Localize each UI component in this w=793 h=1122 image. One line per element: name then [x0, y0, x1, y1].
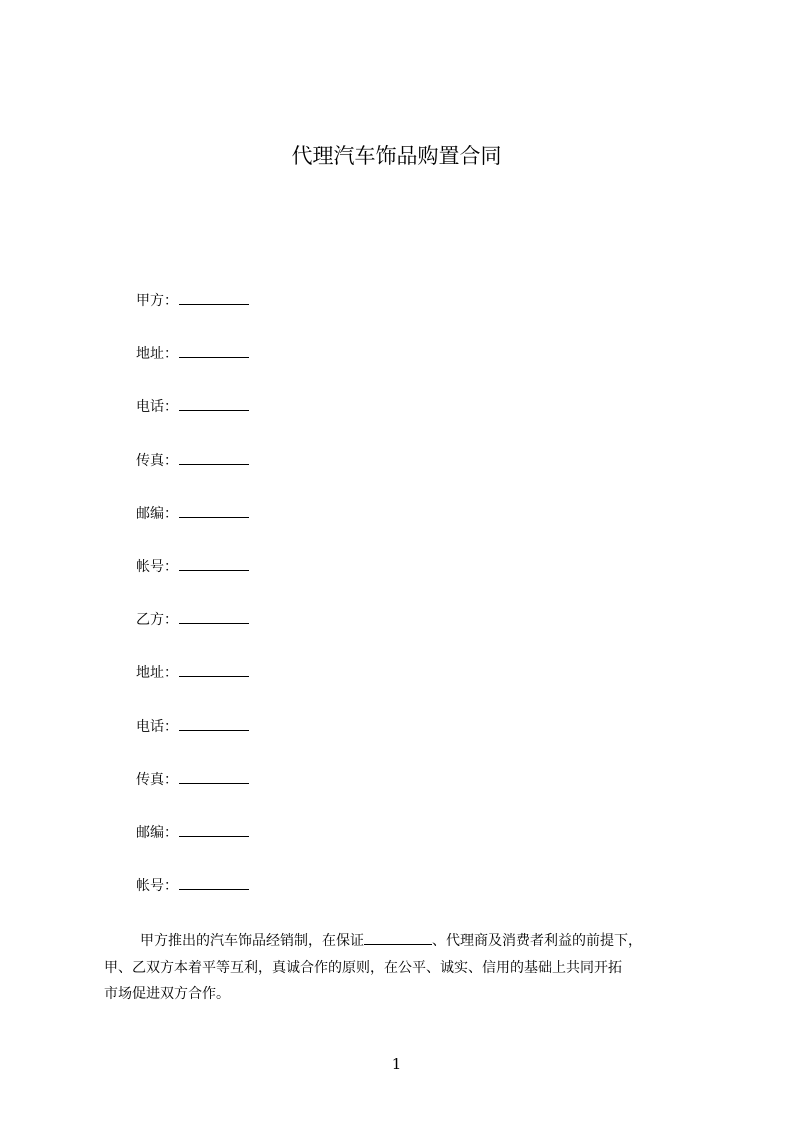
field-party-b	[136, 609, 249, 662]
fill-in-blank	[179, 503, 249, 518]
fill-in-blank	[179, 450, 249, 465]
preamble-line-1	[104, 928, 704, 955]
field-label: 帐号：	[136, 878, 178, 895]
preamble-text: 甲方推出的汽车饰品经销制，在保证	[140, 933, 364, 949]
field-label: 地址：	[136, 346, 178, 363]
field-label: 电话：	[136, 718, 178, 735]
field-party-a-fax	[136, 450, 249, 503]
field-party-b-phone	[136, 716, 249, 769]
field-party-b-postcode	[136, 822, 249, 875]
field-party-a-account	[136, 556, 249, 609]
fill-in-blank	[179, 822, 249, 837]
field-label: 电话：	[136, 399, 178, 416]
field-party-a-postcode	[136, 503, 249, 556]
preamble-text: 、代理商及消费者利益的前提下，	[432, 933, 642, 949]
fill-in-blank	[179, 343, 249, 358]
page-number: 1	[391, 1055, 402, 1073]
fill-in-blank	[364, 930, 432, 945]
fill-in-blank	[179, 556, 249, 571]
fill-in-blank	[179, 769, 249, 784]
field-party-b-fax	[136, 769, 249, 822]
field-label: 帐号：	[136, 558, 178, 575]
fill-in-blank	[179, 396, 249, 411]
fill-in-blank	[179, 662, 249, 677]
field-label: 地址：	[136, 665, 178, 682]
fill-in-blank	[179, 290, 249, 305]
contract-preamble	[104, 928, 704, 1008]
field-label: 邮编：	[136, 824, 178, 841]
field-label: 传真：	[136, 452, 178, 469]
field-label: 甲方：	[136, 293, 178, 309]
field-label: 传真：	[136, 771, 178, 788]
field-party-b-address	[136, 662, 249, 715]
field-label: 乙方：	[136, 612, 178, 629]
field-label: 邮编：	[136, 505, 178, 522]
fill-in-blank	[179, 609, 249, 624]
field-party-a	[136, 290, 249, 343]
fill-in-blank	[179, 875, 249, 890]
party-info-fields	[136, 290, 249, 928]
document-title: 代理汽车饰品购置合同	[291, 144, 502, 168]
preamble-line-2: 甲、乙双方本着平等互利，真诚合作的原则，在公平、诚实、信用的基础上共同开拓	[104, 959, 622, 976]
field-party-a-address	[136, 343, 249, 396]
fill-in-blank	[179, 716, 249, 731]
preamble-line-3: 市场促进双方合作。	[104, 986, 230, 1002]
field-party-b-account	[136, 875, 249, 928]
field-party-a-phone	[136, 396, 249, 449]
